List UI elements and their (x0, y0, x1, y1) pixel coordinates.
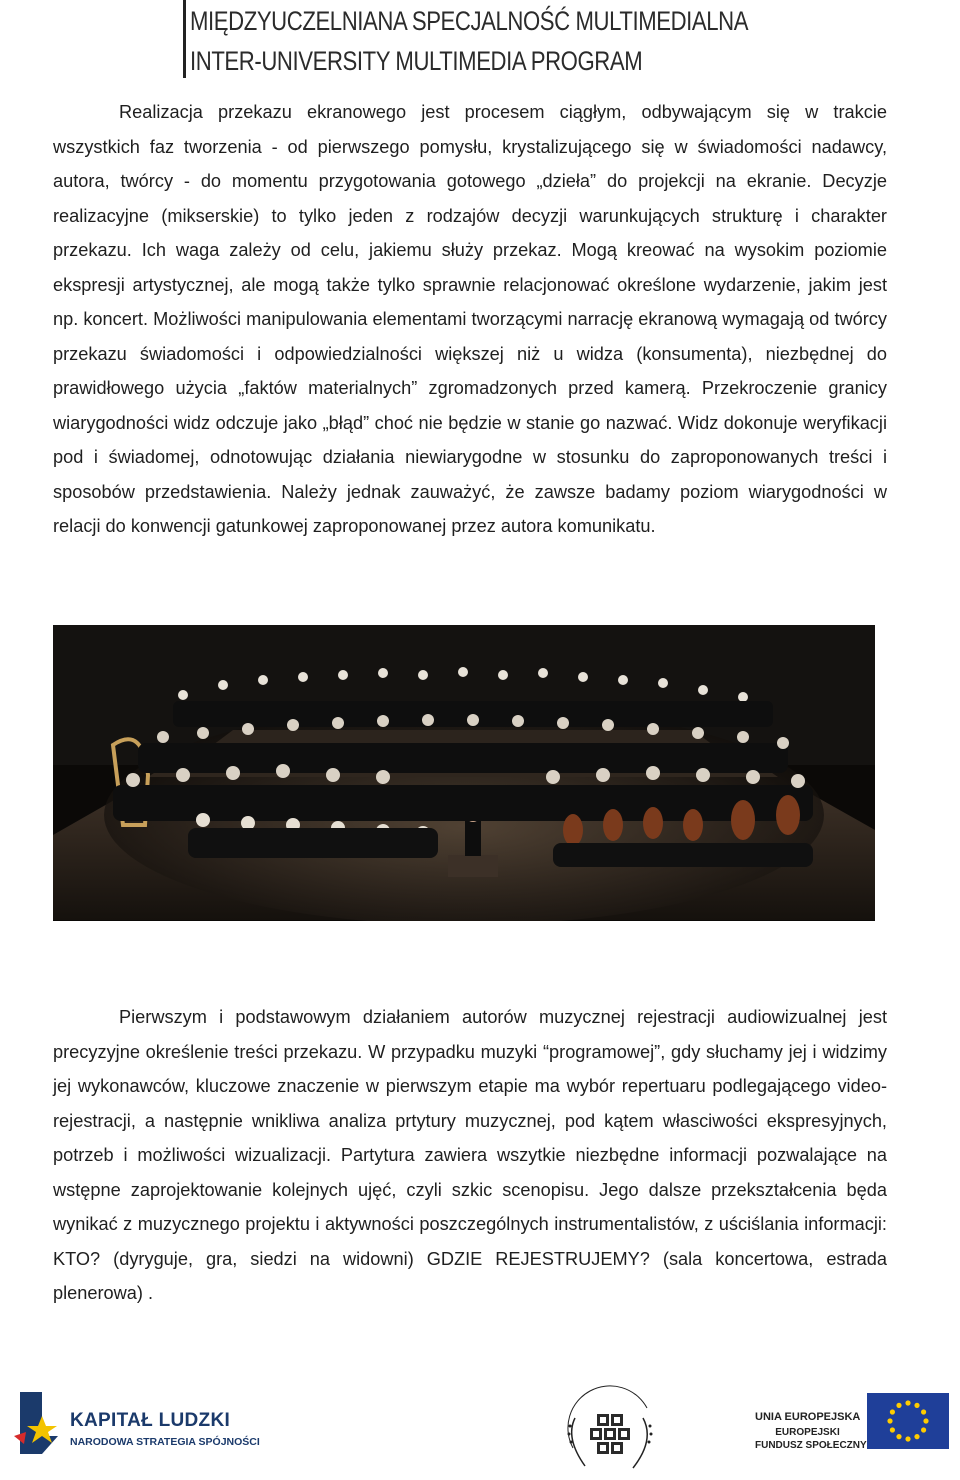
asp-warszawa-logo (555, 1378, 665, 1475)
kapital-ludzki-subtitle: NARODOWA STRATEGIA SPÓJNOŚCI (70, 1436, 260, 1448)
body-paragraph-1: Realizacja przekazu ekranowego jest procesem ciągłym, odbywającym się w trakcie wszystkich faz tworzenia - od pierwszego pomysłu, krystalizującego się w świadomości nadawcy, autora, twórcy - do momentu przygotowania gotowego „dzieła” do projekcji na ekranie. Decyzje realizacyjne (mikserskie) to tylko jeden z rodzajów decyzji warunkujących strukturę i charakter przekazu. Ich waga zależy od celu, jakiemu służy przekaz. Mogą kreować na wysokim poziomie ekspresji artystycznej, ale mogą także tylko sprawnie relacjonować określone wydarzenie, jakim jest np. koncert. Możliwości manipulowania elementami tworzącymi narrację ekranową wymagają od twórcy przekazu świadomości i odpowiedzialności większej niż u widza (konsumenta), niezbędnej do prawidłowego użycia „faktów materialnych” zgromadzonych przed kamerą. Przekroczenie granicy wiarygodności widz odczuje jako „błąd” choć nie będzie w stanie go nazwać. Widz dokonuje weryfikacji pod i świadomej, odnotowując działania niewiarygodne w stosunku do zaproponowanych treści i sposobów przedstawienia. Należy jednak zauważyć, że zawsze badamy poziom wiarygodności w relacji do konwencji gatunkowej zaproponowanej przez autora komunikatu. (53, 102, 887, 536)
kapital-ludzki-logo (12, 1386, 262, 1466)
page-footer (0, 1378, 960, 1475)
orchestra-photo (53, 625, 875, 921)
header-divider (183, 0, 186, 78)
kapital-ludzki-title: KAPITAŁ LUDZKI (70, 1410, 231, 1431)
orchestra-photo-image (53, 625, 875, 921)
ue-fund-line2: FUNDUSZ SPOŁECZNY (755, 1440, 867, 1451)
ue-title: UNIA EUROPEJSKA (755, 1411, 861, 1423)
kapital-ludzki-emblem-icon (12, 1386, 68, 1466)
eu-flag-icon (867, 1393, 949, 1449)
asp-emblem-icon (555, 1378, 665, 1475)
header-title-english: INTER-UNIVERSITY MULTIMEDIA PROGRAM (190, 46, 643, 76)
ue-fund-line1: EUROPEJSKI (775, 1427, 840, 1438)
page-header (183, 0, 960, 90)
unia-europejska-logo (755, 1383, 955, 1463)
body-paragraph-2: Pierwszym i podstawowym działaniem autorów muzycznej rejestracji audiowizualnej jest precyzyjne określenie treści przekazu. W przypadku muzyki “programowej”, gdy słuchamy jej i widzimy jej wykonawców, kluczowe znaczenie w pierwszym etapie ma wybór repertuaru podlegającego video-rejestracji, a następnie wnikliwa analiza prtytury muzycznej, pod kątem własciwości ekspresyjnych, potrzeb i możliwości wizualizacji. Partytura zawiera wszytkie niezbędne informacji pozwalające na wstępne zaprojektowanie kolejnych ujęć, czyli szkic scenopisu. Jego dalsze przekształcenia będa wynikać z muzycznego projektu i aktywności poszczególnych instrumentalistów, z uściślania informacji: KTO? (dyryguje, gra, siedzi na widowni) GDZIE REJESTRUJEMY? (sala koncertowa, estrada plenerowa) . (53, 1007, 887, 1303)
header-title-polish: MIĘDZYUCZELNIANA SPECJALNOŚĆ MULTIMEDIALNA (190, 6, 749, 36)
